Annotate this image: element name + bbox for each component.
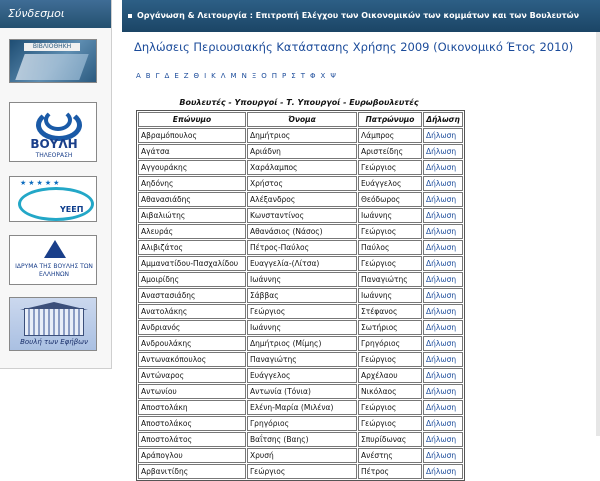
alphabet-letter-link[interactable]: Κ — [211, 72, 216, 80]
cell-surname: Αντωνακόπουλος — [138, 352, 246, 367]
library-graphic — [15, 54, 88, 80]
header-patronymic: Πατρώνυμο — [358, 112, 422, 127]
cell-name: Σάββας — [247, 288, 357, 303]
cell-name: Ευαγγελία-(Λίτσα) — [247, 256, 357, 271]
alphabet-letter-link[interactable]: Χ — [320, 72, 326, 80]
cell-name: Βαΐτσης (Βαης) — [247, 432, 357, 447]
cell-surname: Αγγουράκης — [138, 160, 246, 175]
table-row — [138, 128, 463, 143]
tv-banner-sublabel: ΤΗΛΕΟΡΑΣΗ — [35, 152, 73, 159]
table-row — [138, 448, 463, 463]
cell-patronymic: Σωτήριος — [358, 320, 422, 335]
declaration-link[interactable]: Δήλωση — [423, 288, 463, 303]
cell-name: Αριάδνη — [247, 144, 357, 159]
declaration-link[interactable]: Δήλωση — [423, 384, 463, 399]
alphabet-letter-link[interactable]: Σ — [291, 72, 296, 80]
declaration-link[interactable]: Δήλωση — [423, 352, 463, 367]
header-declaration: Δήλωση — [423, 112, 463, 127]
scroll-edge — [596, 32, 600, 436]
stars-icon: ★★★★★ — [20, 179, 62, 187]
cell-patronymic: Πέτρος — [358, 464, 422, 479]
table-row — [138, 192, 463, 207]
cell-name: Αντωνία (Τόνια) — [247, 384, 357, 399]
youth-parliament-label: Βουλή των Εφήβων — [20, 338, 88, 346]
cell-name: Γεώργιος — [247, 304, 357, 319]
declaration-link[interactable]: Δήλωση — [423, 208, 463, 223]
alphabet-letter-link[interactable]: Φ — [310, 72, 316, 80]
declaration-link[interactable]: Δήλωση — [423, 224, 463, 239]
cell-patronymic: Γεώργιος — [358, 400, 422, 415]
cell-name: Πέτρος-Παύλος — [247, 240, 357, 255]
table-row — [138, 288, 463, 303]
cell-patronymic: Λάμπρος — [358, 128, 422, 143]
declarations-table — [136, 110, 465, 481]
declaration-link[interactable]: Δήλωση — [423, 320, 463, 335]
library-banner-label: ΒΙΒΛΙΟΘΗΚΗ — [24, 43, 80, 51]
alphabet-letter-link[interactable]: Τ — [300, 72, 305, 80]
table-row — [138, 256, 463, 271]
alphabet-letter-link[interactable]: Ι — [204, 72, 207, 80]
parliament-building-icon — [24, 308, 84, 336]
table-row — [138, 176, 463, 191]
foundation-banner-label: ΙΔΡΥΜΑ ΤΗΣ ΒΟΥΛΗΣ ΤΩΝ ΕΛΛΗΝΩΝ — [15, 263, 93, 278]
tv-logo-inner-arc-icon — [44, 109, 72, 131]
cell-name: Αθανάσιος (Νάσος) — [247, 224, 357, 239]
cell-name: Χαράλαμπος — [247, 160, 357, 175]
table-row — [138, 400, 463, 415]
youth-parliament-banner[interactable] — [9, 297, 97, 351]
breadcrumb-bar — [122, 0, 600, 32]
table-row — [138, 160, 463, 175]
declaration-link[interactable]: Δήλωση — [423, 272, 463, 287]
alphabet-letter-link[interactable]: Ν — [241, 72, 247, 80]
declaration-link[interactable]: Δήλωση — [423, 368, 463, 383]
cell-patronymic: Ιωάννης — [358, 208, 422, 223]
cell-surname: Ανατολάκης — [138, 304, 246, 319]
table-row — [138, 352, 463, 367]
alphabet-letter-link[interactable]: Α — [136, 72, 141, 80]
cell-surname: Αιβαλιώτης — [138, 208, 246, 223]
declaration-link[interactable]: Δήλωση — [423, 192, 463, 207]
cell-patronymic: Αριστείδης — [358, 144, 422, 159]
declaration-link[interactable]: Δήλωση — [423, 416, 463, 431]
cell-patronymic: Αρχέλαου — [358, 368, 422, 383]
yeep-banner-label: ΥΕΕΠ — [60, 205, 84, 214]
declaration-link[interactable]: Δήλωση — [423, 144, 463, 159]
library-banner[interactable] — [9, 39, 97, 83]
declaration-link[interactable]: Δήλωση — [423, 256, 463, 271]
table-caption: Βουλευτές - Υπουργοί - Τ. Υπουργοί - Ευρωβουλευτές — [179, 98, 419, 107]
header-surname: Επώνυμο — [138, 112, 246, 127]
cell-surname: Αθανασιάδης — [138, 192, 246, 207]
table-row — [138, 320, 463, 335]
cell-surname: Αντωνίου — [138, 384, 246, 399]
cell-surname: Αποστολάκος — [138, 416, 246, 431]
cell-patronymic: Γεώργιος — [358, 416, 422, 431]
cell-name: Κωνσταντίνος — [247, 208, 357, 223]
alphabet-letter-link[interactable]: Ε — [174, 72, 179, 80]
tv-banner-label: ΒΟΥΛΗ — [30, 137, 78, 151]
alphabet-letter-link[interactable]: Ο — [261, 72, 267, 80]
alphabet-letter-link[interactable]: Λ — [220, 72, 226, 80]
table-row — [138, 240, 463, 255]
cell-surname: Αλευράς — [138, 224, 246, 239]
cell-name: Γρηγόριος — [247, 416, 357, 431]
table-row — [138, 464, 463, 479]
cell-surname: Αγάτσα — [138, 144, 246, 159]
cell-surname: Αναστασιάδης — [138, 288, 246, 303]
cell-surname: Αβραμόπουλος — [138, 128, 246, 143]
table-row — [138, 336, 463, 351]
cell-name: Ιωάννης — [247, 272, 357, 287]
sidebar — [0, 0, 116, 436]
declaration-link[interactable]: Δήλωση — [423, 464, 463, 479]
cell-name: Παναγιώτης — [247, 352, 357, 367]
declaration-link[interactable]: Δήλωση — [423, 128, 463, 143]
cell-surname: Αμοιρίδης — [138, 272, 246, 287]
cell-surname: Ανδριανός — [138, 320, 246, 335]
cell-name: Ευάγγελος — [247, 368, 357, 383]
cell-patronymic: Γεώργιος — [358, 256, 422, 271]
cell-surname: Αηδόνης — [138, 176, 246, 191]
yeep-banner[interactable] — [9, 176, 97, 222]
cell-surname: Αμμανατίδου-Πασχαλίδου — [138, 256, 246, 271]
cell-patronymic: Ανέστης — [358, 448, 422, 463]
alphabet-letter-link[interactable]: Ψ — [330, 72, 336, 80]
cell-patronymic: Γρηγόριος — [358, 336, 422, 351]
cell-patronymic: Σπυρίδωνας — [358, 432, 422, 447]
cell-surname: Αποστολάκη — [138, 400, 246, 415]
cell-patronymic: Ιωάννης — [358, 288, 422, 303]
declaration-link[interactable]: Δήλωση — [423, 160, 463, 175]
cell-patronymic: Παύλος — [358, 240, 422, 255]
declaration-link[interactable]: Δήλωση — [423, 448, 463, 463]
cell-surname: Αρβανιτίδης — [138, 464, 246, 479]
table-row — [138, 416, 463, 431]
table-header-row — [138, 112, 463, 127]
table-row — [138, 384, 463, 399]
cell-name: Δημήτριος (Μίμης) — [247, 336, 357, 351]
declaration-link[interactable]: Δήλωση — [423, 240, 463, 255]
yeep-ring-icon — [18, 187, 94, 221]
alphabet-letter-link[interactable]: Δ — [164, 72, 170, 80]
declaration-link[interactable]: Δήλωση — [423, 176, 463, 191]
cell-surname: Αράπογλου — [138, 448, 246, 463]
header-name: Όνομα — [247, 112, 357, 127]
alphabet-letter-link[interactable]: Ξ — [251, 72, 257, 80]
declaration-link[interactable]: Δήλωση — [423, 400, 463, 415]
cell-patronymic: Παναγιώτης — [358, 272, 422, 287]
cell-patronymic: Ευάγγελος — [358, 176, 422, 191]
table-row — [138, 144, 463, 159]
alphabet-letter-link[interactable]: Μ — [230, 72, 237, 80]
alphabet-letter-link[interactable]: Ζ — [183, 72, 189, 80]
table-row — [138, 224, 463, 239]
bullet-icon — [128, 14, 132, 18]
cell-name: Γεώργιος — [247, 464, 357, 479]
cell-surname: Αλιβιζάτος — [138, 240, 246, 255]
cell-patronymic: Γεώργιος — [358, 352, 422, 367]
declaration-link[interactable]: Δήλωση — [423, 304, 463, 319]
cell-patronymic: Θεόδωρος — [358, 192, 422, 207]
table-row — [138, 208, 463, 223]
table-row — [138, 304, 463, 319]
alphabet-letter-link[interactable]: Π — [271, 72, 278, 80]
cell-surname: Αντώναρος — [138, 368, 246, 383]
cell-patronymic: Νικόλαος — [358, 384, 422, 399]
cell-name: Δημήτριος — [247, 128, 357, 143]
table-row — [138, 272, 463, 287]
parliament-tv-banner[interactable] — [9, 102, 97, 162]
page-title: Δηλώσεις Περιουσιακής Κατάστασης Χρήσης 2009 (Οικονομικό Έτος 2010) — [134, 40, 574, 54]
foundation-banner[interactable] — [9, 235, 97, 285]
alphabet-letter-link[interactable]: Β — [145, 72, 151, 80]
cell-name: Χρυσή — [247, 448, 357, 463]
cell-name: Χρήστος — [247, 176, 357, 191]
alphabet-index — [136, 72, 341, 80]
cell-name: Ιωάννης — [247, 320, 357, 335]
cell-name: Αλέξανδρος — [247, 192, 357, 207]
foundation-logo-icon — [44, 240, 66, 258]
cell-surname: Αποστολάτος — [138, 432, 246, 447]
table-row — [138, 432, 463, 447]
sidebar-header: Σύνδεσμοι — [0, 0, 111, 28]
cell-patronymic: Γεώργιος — [358, 160, 422, 175]
alphabet-letter-link[interactable]: Ρ — [282, 72, 287, 80]
declaration-link[interactable]: Δήλωση — [423, 336, 463, 351]
declaration-link[interactable]: Δήλωση — [423, 432, 463, 447]
breadcrumb: Οργάνωση & Λειτουργία : Επιτροπή Ελέγχου των Οικονομικών των κομμάτων και των Βουλευτών — [137, 11, 580, 20]
cell-surname: Ανδρουλάκης — [138, 336, 246, 351]
cell-patronymic: Στέφανος — [358, 304, 422, 319]
table-row — [138, 368, 463, 383]
cell-name: Ελένη-Μαρία (Μιλένα) — [247, 400, 357, 415]
alphabet-letter-link[interactable]: Γ — [155, 72, 160, 80]
cell-patronymic: Γεώργιος — [358, 224, 422, 239]
alphabet-letter-link[interactable]: Θ — [193, 72, 200, 80]
